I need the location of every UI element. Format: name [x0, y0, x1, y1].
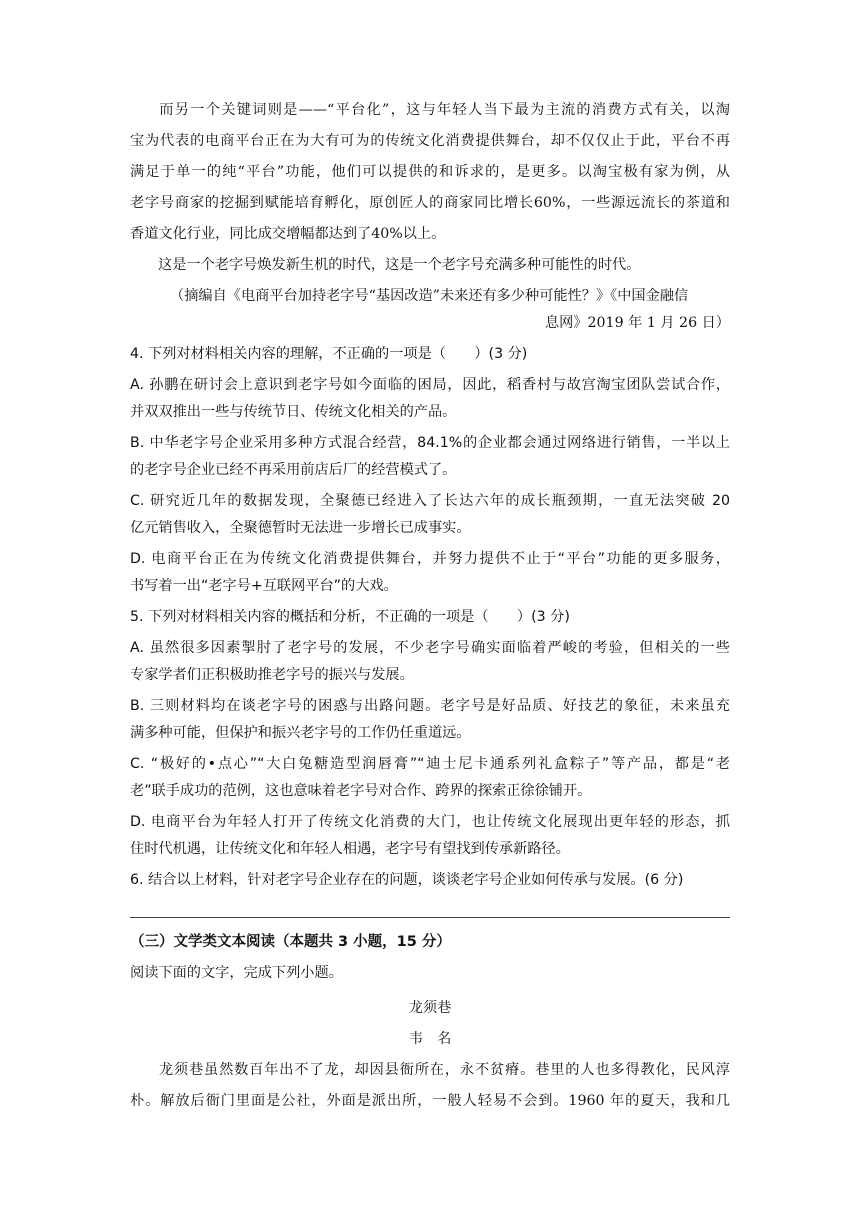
section-heading: （三）文学类文本阅读（本题共 3 小题，15 分） — [130, 934, 451, 950]
question-5-stem: 5. 下列对材料相关内容的概括和分析，不正确的一项是（ ）(3 分) — [130, 609, 570, 625]
passage-line: 宝为代表的电商平台正在为大有可为的传统文化消费提供舞台，却不仅仅止于此，平台不再 — [130, 133, 730, 149]
question-6-stem: 6. 结合以上材料，针对老字号企业存在的问题，谈谈老字号企业如何传承与发展。(6 分) — [130, 872, 684, 888]
question-5-option-b: B. 三则材料均在谈老字号的困惑与出路问题。老字号是好品质、好技艺的象征，未来虽充 — [130, 698, 730, 714]
passage-line: 满足于单一的纯“平台”功能，他们可以提供的和诉求的，是更多。以淘宝极有家为例，从 — [130, 164, 730, 180]
story-body-line: 朴。解放后衙门里面是公社，外面是派出所，一般人轻易不会到。1960 年的夏天，我和几 — [130, 1093, 730, 1109]
question-4-option-d: D. 电商平台正在为传统文化消费提供舞台，并努力提供不止于“平台”功能的更多服务， — [130, 551, 730, 567]
question-4-option-b: B. 中华老字号企业采用多种方式混合经营，84.1%的企业都会通过网络进行销售，一半以上 — [130, 435, 730, 451]
story-author: 韦 名 — [408, 1031, 452, 1047]
question-4-option-c: C. 研究近几年的数据发现，全聚德已经进入了长达六年的成长瓶颈期，一直无法突破 20 — [130, 493, 730, 509]
question-5-option-c: C. “极好的•点心”“大白兔糖造型润唇膏”“迪士尼卡通系列礼盒粽子”等产品，都是“老 — [130, 756, 730, 772]
question-4-stem: 4. 下列对材料相关内容的理解，不正确的一项是（ ）(3 分) — [130, 346, 528, 362]
question-5-option-b: 满多种可能，但保护和振兴老字号的工作仍任重道远。 — [130, 725, 471, 741]
story-body-line: 龙须巷虽然数百年出不了龙，却因县衙所在，永不贫瘠。巷里的人也多得教化，民风淳 — [158, 1062, 730, 1078]
question-5-option-a: 专家学者们正积极助推老字号的振兴与发展。 — [130, 667, 414, 683]
question-5-option-c: 老”联手成功的范例，这也意味着老字号对合作、跨界的探索正徐徐铺开。 — [130, 783, 592, 799]
passage-line: 老字号商家的挖掘到赋能培育孵化，原创匠人的商家同比增长60%，一些源远流长的茶道和 — [130, 195, 730, 211]
question-5-option-d: 住时代机遇，让传统文化和年轻人相遇，老字号有望找到传承新路径。 — [130, 841, 570, 857]
section-instruction: 阅读下面的文字，完成下列小题。 — [130, 965, 343, 981]
passage-line: 香道文化行业，同比成交增幅都达到了40%以上。 — [130, 226, 446, 242]
question-4-option-b: 的老字号企业已经不再采用前店后厂的经营模式了。 — [130, 462, 457, 478]
question-5-option-a: A. 虽然很多因素掣肘了老字号的发展，不少老字号确实面临着严峻的考验，但相关的一些 — [130, 640, 730, 656]
question-4-option-c: 亿元销售收入，全聚德暂时无法进一步增长已成事实。 — [130, 520, 471, 536]
question-4-option-a: A. 孙鹏在研讨会上意识到老字号如今面临的困局，因此，稻香村与故宫淘宝团队尝试合作， — [130, 377, 730, 393]
question-4-option-a: 并双双推出一些与传统节日、传统文化相关的产品。 — [130, 404, 457, 420]
passage-line: 这是一个老字号焕发新生机的时代，这是一个老字号充满多种可能性的时代。 — [158, 257, 641, 273]
source-citation: （摘编自《电商平台加持老字号“基因改造”未来还有多少种可能性？》《中国金融信 — [170, 288, 689, 304]
story-title: 龙须巷 — [408, 1000, 452, 1016]
question-4-option-d: 书写着一出“老字号+互联网平台”的大戏。 — [130, 578, 398, 594]
source-citation: 息网》2019 年 1 月 26 日） — [544, 315, 730, 331]
question-5-option-d: D. 电商平台为年轻人打开了传统文化消费的大门，也让传统文化展现出更年轻的形态，抓 — [130, 814, 730, 830]
passage-line: 而另一个关键词则是——“平台化”，这与年轻人当下最为主流的消费方式有关，以淘 — [158, 102, 730, 118]
section-divider — [130, 917, 730, 918]
